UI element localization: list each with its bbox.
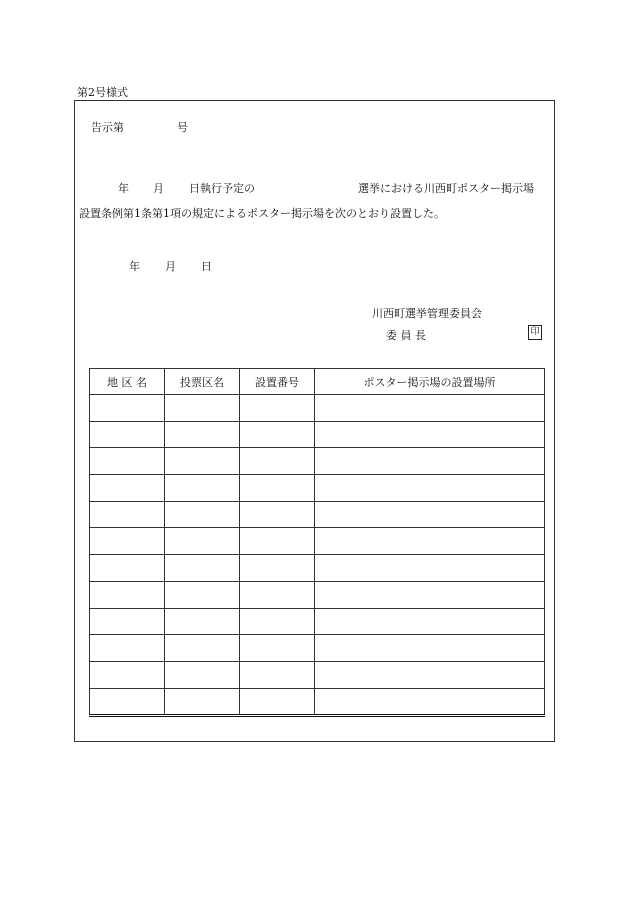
table-row <box>90 635 545 662</box>
table-cell <box>165 421 240 448</box>
table-cell <box>315 501 545 528</box>
table-cell <box>240 448 315 475</box>
table-cell <box>315 635 545 662</box>
table-cell <box>240 501 315 528</box>
notice-suffix: 号 <box>177 121 188 134</box>
table-cell <box>240 528 315 555</box>
table-cell <box>315 475 545 502</box>
table-cell <box>240 555 315 582</box>
date-day: 日 <box>201 260 212 273</box>
table-row <box>90 475 545 502</box>
header-installation-location: ポスター掲示場の設置場所 <box>315 369 545 395</box>
table-cell <box>90 475 165 502</box>
table-cell <box>240 581 315 608</box>
notice-prefix: 告示第 <box>91 121 124 134</box>
table-row <box>90 448 545 475</box>
table-row <box>90 688 545 716</box>
table-row <box>90 395 545 422</box>
table-cell <box>165 555 240 582</box>
table-cell <box>90 635 165 662</box>
table-cell <box>315 581 545 608</box>
paragraph-month: 月 <box>153 182 164 195</box>
table-row <box>90 555 545 582</box>
table-cell <box>90 501 165 528</box>
table-cell <box>165 581 240 608</box>
committee-name: 川西町選挙管理委員会 <box>372 307 482 320</box>
form-number-label: 第2号様式 <box>77 86 128 99</box>
paragraph-day-phrase: 日執行予定の <box>189 182 255 195</box>
table-cell <box>90 608 165 635</box>
table-row <box>90 608 545 635</box>
table-header-row <box>90 369 545 395</box>
table-cell <box>165 448 240 475</box>
table-cell <box>165 608 240 635</box>
table-cell <box>165 395 240 422</box>
table-cell <box>315 555 545 582</box>
table-cell <box>315 395 545 422</box>
table-cell <box>165 688 240 716</box>
table-cell <box>315 688 545 716</box>
table-cell <box>240 421 315 448</box>
form-frame <box>74 100 555 742</box>
table-cell <box>90 555 165 582</box>
table-row <box>90 421 545 448</box>
header-district: 地 区 名 <box>90 369 165 395</box>
paragraph-line-2: 設置条例第1条第1項の規定によるポスター掲示場を次のとおり設置した。 <box>79 207 445 220</box>
table-cell <box>90 421 165 448</box>
table-cell <box>165 501 240 528</box>
table-cell <box>90 688 165 716</box>
table-row <box>90 661 545 688</box>
table-cell <box>165 661 240 688</box>
table-row <box>90 528 545 555</box>
table-cell <box>315 448 545 475</box>
table-cell <box>315 421 545 448</box>
table-cell <box>90 395 165 422</box>
date-year: 年 <box>129 260 140 273</box>
table-cell <box>90 581 165 608</box>
header-installation-number: 設置番号 <box>240 369 315 395</box>
table-cell <box>240 475 315 502</box>
table-cell <box>165 528 240 555</box>
table-cell <box>90 661 165 688</box>
table-cell <box>315 528 545 555</box>
table-row <box>90 581 545 608</box>
table-cell <box>240 608 315 635</box>
table-cell <box>315 608 545 635</box>
table-cell <box>165 635 240 662</box>
seal-mark: 印 <box>528 325 542 340</box>
table-body <box>90 395 545 716</box>
poster-location-table <box>89 368 545 717</box>
table-cell <box>240 688 315 716</box>
table-cell <box>240 661 315 688</box>
paragraph-election-phrase: 選挙における川西町ポスター掲示場 <box>358 182 534 195</box>
committee-chair: 委 員 長 <box>386 329 426 342</box>
table-cell <box>90 528 165 555</box>
table-cell <box>165 475 240 502</box>
table-cell <box>240 395 315 422</box>
table-cell <box>90 448 165 475</box>
table-cell <box>240 635 315 662</box>
table-row <box>90 501 545 528</box>
table-cell <box>315 661 545 688</box>
header-voting-district: 投票区名 <box>165 369 240 395</box>
paragraph-year: 年 <box>118 182 129 195</box>
date-month: 月 <box>165 260 176 273</box>
